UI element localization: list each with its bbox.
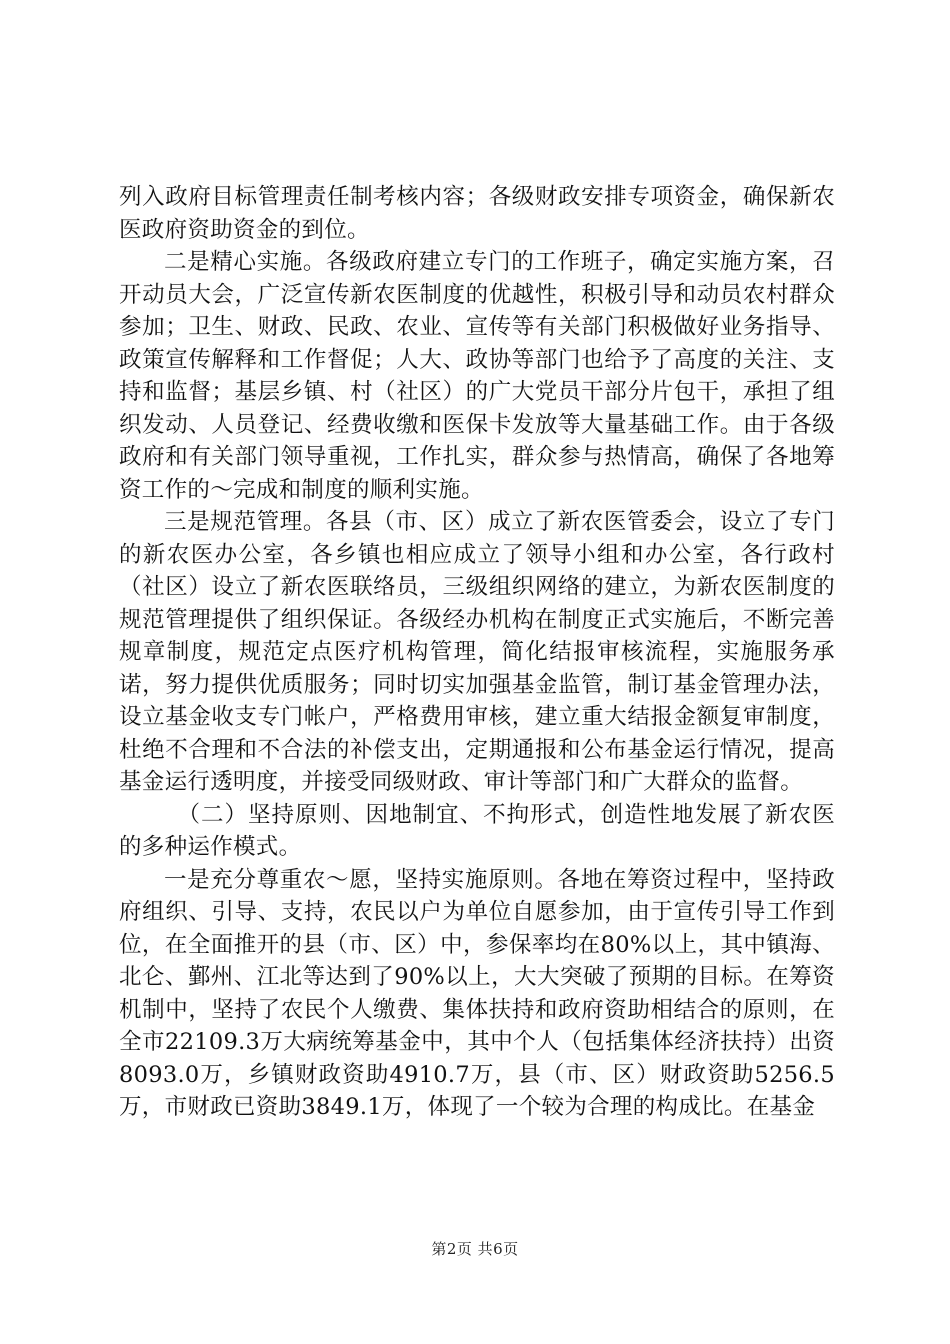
paragraph-2: 二是精心实施。各级政府建立专门的工作班子，确定实施方案，召开动员大会，广泛宣传新农医制度的优越性，积极引导和动员农村群众参加；卫生、财政、民政、农业、宣传等有关部门积极做好业务指导、政策宣传解释和工作督促；人大、政协等部门也给予了高度的关注、支持和监督；基层乡镇、村（社区）的广大党员干部分片包干，承担了组织发动、人员登记、经费收缴和医保卡发放等大量基础工作。由于各级政府和有关部门领导重视，工作扎实，群众参与热情高，确保了各地筹资工作的～完成和制度的顺利实施。 — [119, 249, 835, 503]
paragraph-1: 列入政府目标管理责任制考核内容；各级财政安排专项资金，确保新农医政府资助资金的到位。 — [119, 184, 835, 243]
paragraph-3: 三是规范管理。各县（市、区）成立了新农医管委会，设立了专门的新农医办公室，各乡镇也相应成立了领导小组和办公室，各行政村（社区）设立了新农医联络员，三级组织网络的建立，为新农医制度的规范管理提供了组织保证。各级经办机构在制度正式实施后，不断完善规章制度，规范定点医疗机构管理，简化结报审核流程，实施服务承诺，努力提供优质服务；同时切实加强基金监管，制订基金管理办法，设立基金收支专门帐户，严格费用审核，建立重大结报金额复审制度，杜绝不合理和不合法的补偿支出，定期通报和公布基金运行情况，提高基金运行透明度，并接受同级财政、审计等部门和广大群众的监督。 — [119, 509, 835, 795]
page-number-footer: 第2页 共6页 — [431, 1240, 519, 1258]
paragraph-5: 一是充分尊重农～愿，坚持实施原则。各地在筹资过程中，坚持政府组织、引导、支持，农民以户为单位自愿参加，由于宣传引导工作到位，在全面推开的县（市、区）中，参保率均在80%以上，其中镇海、北仑、鄞州、江北等达到了90%以上，大大突破了预期的目标。在筹资机制中，坚持了农民个人缴费、集体扶持和政府资助相结合的原则，在全市22109.3万大病统筹基金中，其中个人（包括集体经济扶持）出资8093.0万，乡镇财政资助4910.7万，县（市、区）财政资助5256.5万，市财政已资助3849.1万，体现了一个较为合理的构成比。在基金 — [119, 866, 835, 1120]
paragraph-4-section-heading: （二）坚持原则、因地制宜、不拘形式，创造性地发展了新农医的多种运作模式。 — [119, 801, 835, 860]
document-body — [119, 181, 835, 1124]
